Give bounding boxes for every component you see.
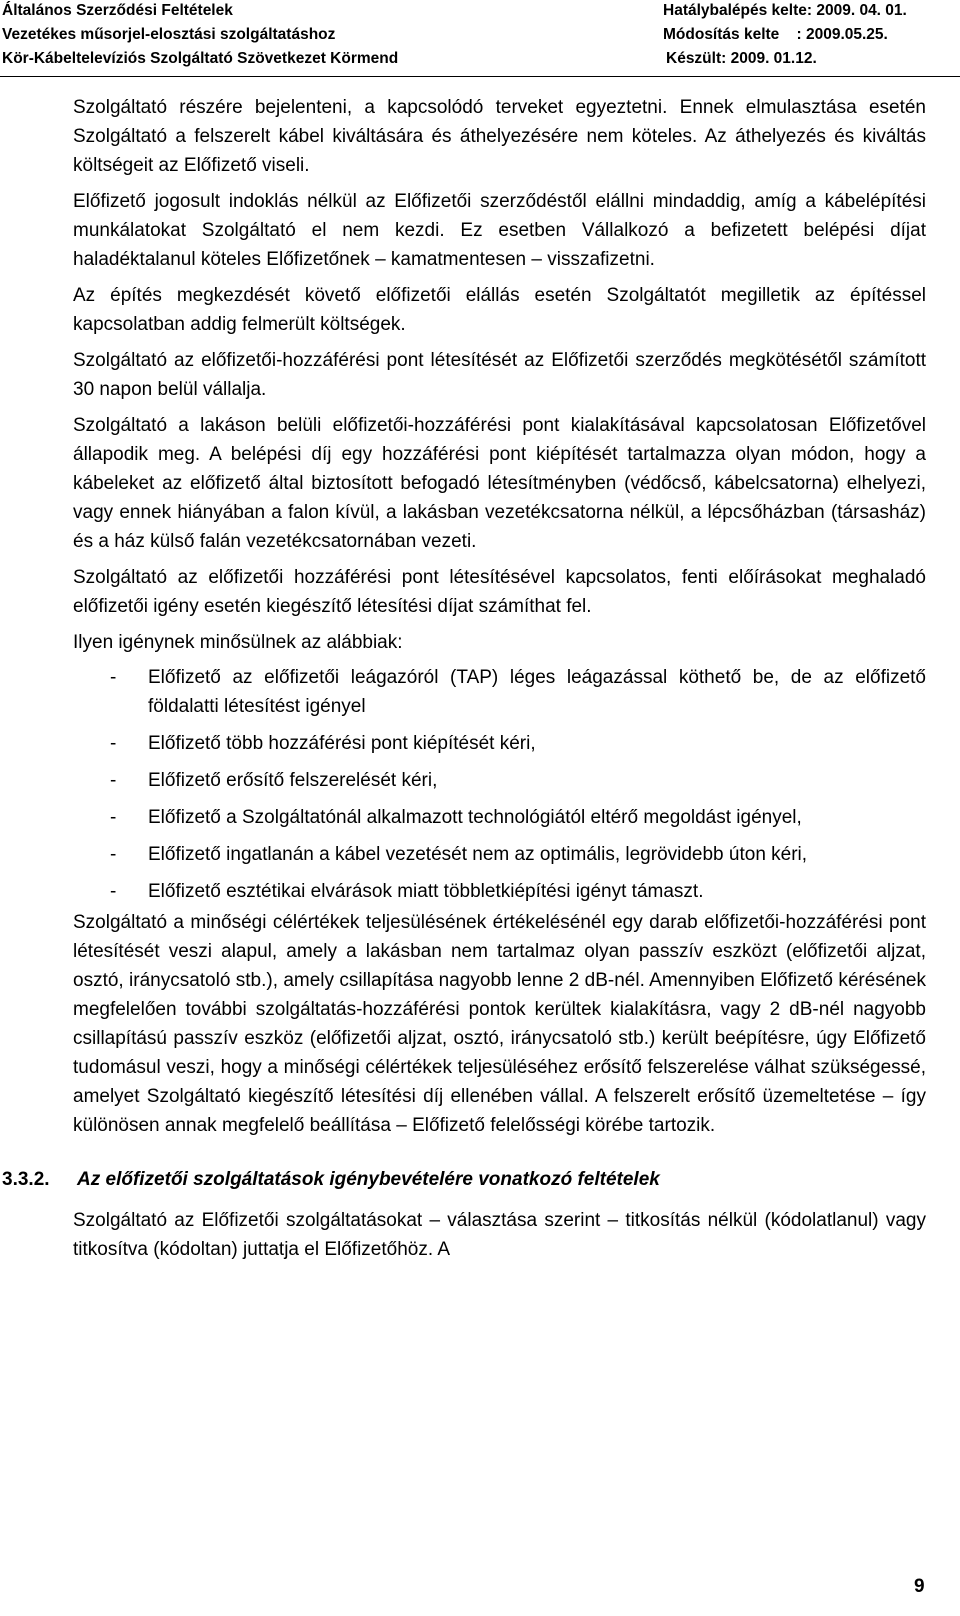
paragraph: Szolgáltató a lakáson belüli előfizetői-hozzáférési pont kialakításával kapcsolatosan Előfizetővel állapodik meg. A belépési díj egy hozzáférési pont kiépítését tartalmazza olyan módon, hogy a kábeleket az előfizető által biztosított befogadó létesítményben (védőcső, kábelcsatorna) elhelyezi, vagy ennek hiányában a falon kívül, a lakásban vezetékcsatorna nélkül, a lépcsőházban (társasház) és a ház külső falán vezetékcsatornában vezeti. <box>73 415 926 552</box>
effective-date: Hatálybalépés kelte: 2009. 04. 01. <box>663 2 907 19</box>
list-bullet: - <box>110 770 117 791</box>
paragraph: Szolgáltató részére bejelenteni, a kapcsolódó terveket egyeztetni. Ennek elmulasztása esetén Szolgáltató a felszerelt kábel kiváltására és áthelyezésére nem köteles. Az áthelyezés és kiváltás költségeit az Előfizető viseli. <box>73 97 926 176</box>
list-bullet: - <box>110 807 117 828</box>
paragraph: Szolgáltató az Előfizetői szolgáltatásokat – választása szerint – titkosítás nélkül (kódolatlanul) vagy titkosítva (kódoltan) juttatja el Előfizetőhöz. A <box>73 1210 926 1260</box>
list-intro: Ilyen igénynek minősülnek az alábbiak: <box>73 632 403 653</box>
paragraph: Szolgáltató az előfizetői-hozzáférési pont létesítését az Előfizetői szerződés megkötésétől számított 30 napon belül vállalja. <box>73 350 926 400</box>
list-item: - Előfizető a Szolgáltatónál alkalmazott technológiától eltérő megoldást igényel, <box>73 803 926 832</box>
section-title: Az előfizetői szolgáltatások igénybevételére vonatkozó feltételek <box>77 1169 660 1190</box>
header-row-3 <box>0 50 960 72</box>
list-bullet: - <box>110 667 117 688</box>
paragraph: Az építés megkezdését követő előfizetői elállás esetén Szolgáltatót megilletik az építéssel kapcsolatban addig felmerült költségek. <box>73 285 926 335</box>
paragraph: Előfizető jogosult indoklás nélkül az Előfizetői szerződéstől elállni mindaddig, amíg a kábelépítési munkálatokat Szolgáltató el nem kezdi. Ez esetben Vállalkozó a befizetett belépési díjat haladéktalanul köteles Előfizetőnek – kamatmentesen – visszafizetni. <box>73 191 926 270</box>
list-item: - Előfizető erősítő felszerelését kéri, <box>73 766 926 795</box>
document-body <box>2 93 926 1271</box>
paragraph: Szolgáltató a minőségi célértékek teljesülésének értékelésénél egy darab előfizetői-hozzáférési pont létesítését veszi alapul, amely a lakásban nem tartalmaz olyan passzív eszközt (előfizetői aljzat, osztó, iránycsatoló stb.), amely csillapítása nagyobb lenne 2 dB-nél. Amennyiben Előfizető kérésének megfelelően további szolgáltatás-hozzáférési pontok kerültek kialakításra, vagy 2 dB-nél nagyobb csillapítású passzív eszköz (előfizetői aljzat, osztó, iránycsatoló stb.) került beépítésre, úgy Előfizető tudomásul veszi, hogy a minőségi célértékek teljesüléséhez erősítő felszerelése válhat szükségessé, amelyet Szolgáltató kiegészítő létesítési díj ellenében vállal. A felszerelt erősítő üzemeltetése – így különösen annak megfelelő beállítása – Előfizető felelősségi körébe tartozik. <box>73 912 926 1136</box>
section-number: 3.3.2. <box>2 1169 50 1190</box>
list-bullet: - <box>110 881 117 902</box>
list-item: - Előfizető esztétikai elvárások miatt többletkiépítési igényt támaszt. <box>73 877 926 906</box>
list-item: - Előfizető több hozzáférési pont kiépítését kéri, <box>73 729 926 758</box>
header-row-1 <box>0 2 960 24</box>
modification-date: Módosítás kelte : 2009.05.25. <box>663 26 888 43</box>
page-number: 9 <box>914 1576 925 1597</box>
page-header <box>0 0 960 77</box>
paragraph: Szolgáltató az előfizetői hozzáférési pont létesítésével kapcsolatos, fenti előírásokat meghaladó előfizetői igény esetén kiegészítő létesítési díjat számíthat fel. <box>73 567 926 617</box>
list-bullet: - <box>110 733 117 754</box>
list-item: - Előfizető az előfizetői leágazóról (TAP) léges leágazással köthető be, de az előfizető földalatti létesítést igényel <box>73 663 926 721</box>
requirements-list <box>73 663 926 906</box>
list-item: - Előfizető ingatlanán a kábel vezetését nem az optimális, legrövidebb úton kéri, <box>73 840 926 869</box>
company-name: Kör-Kábeltelevíziós Szolgáltató Szövetkezet Körmend <box>2 50 399 67</box>
list-bullet: - <box>110 844 117 865</box>
header-row-2 <box>0 26 960 48</box>
document-title: Általános Szerződési Feltételek <box>2 2 233 19</box>
created-date: Készült: 2009. 01.12. <box>666 50 817 67</box>
document-subtitle: Vezetékes műsorjel-elosztási szolgáltatáshoz <box>2 26 336 43</box>
section-heading <box>2 1165 926 1194</box>
